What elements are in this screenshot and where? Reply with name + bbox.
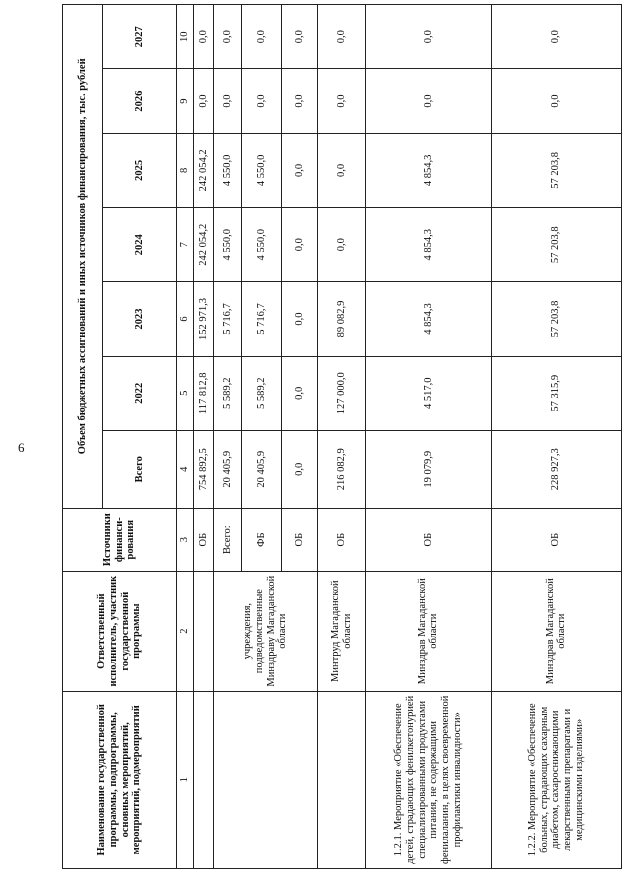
row-executor xyxy=(194,571,214,691)
row-executor: Минтруд Магаданской области xyxy=(318,571,366,691)
cell-value: 0,0 xyxy=(214,5,242,69)
row-name: 1.2.1. Мероприятие «Обеспечение детей, страдающих фенилкетонурией специализированными продуктами питания, не содержащими фенилаланин, в целях своевременной профилактики инвалидности» xyxy=(366,691,491,868)
column-number: 3 xyxy=(177,508,194,571)
column-number: 4 xyxy=(177,430,194,508)
column-number: 6 xyxy=(177,282,194,356)
cell-value: 242 054,2 xyxy=(194,208,214,282)
column-number: 8 xyxy=(177,133,194,207)
header-year: 2023 xyxy=(103,282,177,356)
cell-value: 0,0 xyxy=(366,69,491,133)
header-source: Источники финанси-рования xyxy=(63,508,177,571)
cell-value: 4 854,3 xyxy=(366,282,491,356)
cell-value: 5 589,2 xyxy=(214,356,242,430)
cell-value: 20 405,9 xyxy=(242,430,282,508)
row-name xyxy=(214,691,318,868)
header-year: 2026 xyxy=(103,69,177,133)
cell-value: 0,0 xyxy=(318,133,366,207)
cell-value: 4 517,0 xyxy=(366,356,491,430)
cell-value: 0,0 xyxy=(282,5,318,69)
cell-value: 0,0 xyxy=(194,5,214,69)
cell-value: 0,0 xyxy=(194,69,214,133)
cell-value: 89 082,9 xyxy=(318,282,366,356)
header-total: Всего xyxy=(103,430,177,508)
page-number: 6 xyxy=(18,440,25,455)
header-executor: Ответственный исполнитель, участник государственной программы xyxy=(63,571,177,691)
cell-value: 5 716,7 xyxy=(214,282,242,356)
header-year: 2024 xyxy=(103,208,177,282)
cell-value: 19 079,9 xyxy=(366,430,491,508)
table-row xyxy=(491,5,621,869)
header-year: 2027 xyxy=(103,5,177,69)
row-source: ФБ xyxy=(242,508,282,571)
cell-value: 0,0 xyxy=(282,133,318,207)
row-source: ОБ xyxy=(366,508,491,571)
cell-value: 0,0 xyxy=(318,208,366,282)
cell-value: 4 854,3 xyxy=(366,133,491,207)
cell-value: 0,0 xyxy=(282,208,318,282)
cell-value: 20 405,9 xyxy=(214,430,242,508)
cell-value: 0,0 xyxy=(282,69,318,133)
column-number: 10 xyxy=(177,5,194,69)
cell-value: 4 550,0 xyxy=(214,133,242,207)
cell-value: 57 315,9 xyxy=(491,356,621,430)
row-name xyxy=(318,691,366,868)
cell-value: 4 550,0 xyxy=(242,133,282,207)
column-number-row xyxy=(177,5,194,869)
column-number: 1 xyxy=(177,691,194,868)
row-source: ОБ xyxy=(491,508,621,571)
column-number: 5 xyxy=(177,356,194,430)
cell-value: 0,0 xyxy=(242,69,282,133)
cell-value: 242 054,2 xyxy=(194,133,214,207)
cell-value: 0,0 xyxy=(242,5,282,69)
header-year: 2025 xyxy=(103,133,177,207)
cell-value: 57 203,8 xyxy=(491,133,621,207)
cell-value: 0,0 xyxy=(282,282,318,356)
budget-table xyxy=(62,4,622,869)
cell-value: 0,0 xyxy=(282,356,318,430)
cell-value: 228 927,3 xyxy=(491,430,621,508)
cell-value: 0,0 xyxy=(366,5,491,69)
table-row xyxy=(214,5,242,869)
cell-value: 216 082,9 xyxy=(318,430,366,508)
header-volume: Объем бюджетных ассигнований и иных источников финансирования, тыс. рублей xyxy=(63,5,103,509)
column-number: 2 xyxy=(177,571,194,691)
table-row xyxy=(194,5,214,869)
header-name: Наименование государственной программы, подпрограммы, основных мероприятий, мероприятий, подмероприятий xyxy=(63,691,177,868)
cell-value: 4 550,0 xyxy=(242,208,282,282)
cell-value: 57 203,8 xyxy=(491,282,621,356)
column-number: 9 xyxy=(177,69,194,133)
row-executor: Минздрав Магаданской области xyxy=(366,571,491,691)
cell-value: 152 971,3 xyxy=(194,282,214,356)
cell-value: 0,0 xyxy=(318,5,366,69)
cell-value: 4 854,3 xyxy=(366,208,491,282)
row-source: ОБ xyxy=(194,508,214,571)
table-row xyxy=(318,5,366,869)
cell-value: 0,0 xyxy=(491,69,621,133)
cell-value: 0,0 xyxy=(318,69,366,133)
cell-value: 0,0 xyxy=(214,69,242,133)
cell-value: 5 716,7 xyxy=(242,282,282,356)
row-executor: Минздрав Магаданской области xyxy=(491,571,621,691)
cell-value: 0,0 xyxy=(491,5,621,69)
rotated-table-container xyxy=(62,4,622,869)
cell-value: 754 892,5 xyxy=(194,430,214,508)
row-source: ОБ xyxy=(318,508,366,571)
row-name xyxy=(194,691,214,868)
header-year: 2022 xyxy=(103,356,177,430)
cell-value: 127 000,0 xyxy=(318,356,366,430)
cell-value: 117 812,8 xyxy=(194,356,214,430)
cell-value: 0,0 xyxy=(282,430,318,508)
row-name: 1.2.2. Мероприятие «Обеспечение больных, страдающих сахарным диабетом, сахароснижающими лекарственными препаратами и медицинскими изделиями» xyxy=(491,691,621,868)
cell-value: 57 203,8 xyxy=(491,208,621,282)
row-source: Всего: xyxy=(214,508,242,571)
cell-value: 4 550,0 xyxy=(214,208,242,282)
column-number: 7 xyxy=(177,208,194,282)
table-row xyxy=(366,5,491,869)
row-source: ОБ xyxy=(282,508,318,571)
row-executor: учреждения, подведомственные Минздраву Магаданской области xyxy=(214,571,318,691)
cell-value: 5 589,2 xyxy=(242,356,282,430)
